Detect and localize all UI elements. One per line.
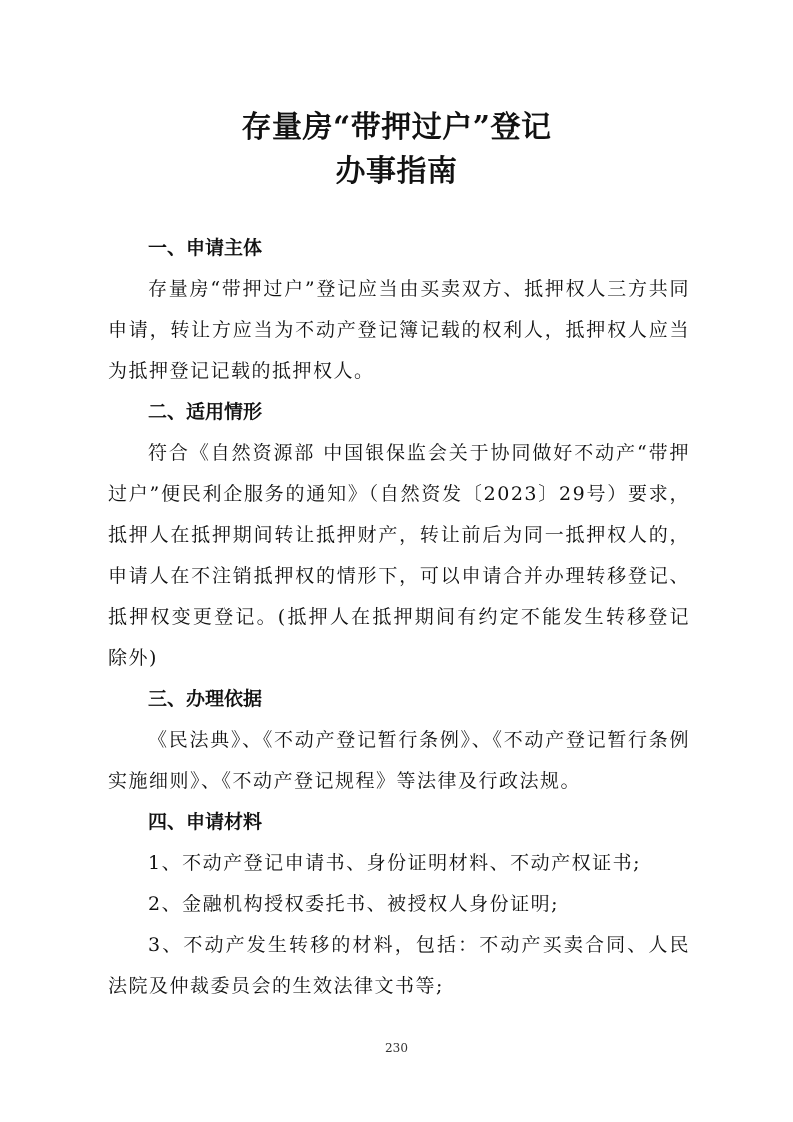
- material-item: 1、不动产登记申请书、身份证明材料、不动产权证书;: [148, 852, 641, 874]
- document-body: [108, 228, 690, 1007]
- section-paragraph: 《民法典》、《不动产登记暂行条例》、《不动产登记暂行条例实施细则》、《不动产登记规程》等法律及行政法规。: [108, 729, 690, 792]
- section-heading: 四、申请材料: [148, 811, 263, 833]
- section-heading: 二、适用情形: [148, 401, 263, 423]
- page-title: 存量房“带押过户”登记: [241, 110, 552, 145]
- section-paragraph: 存量房“带押过户”登记应当由买卖双方、抵押权人三方共同申请，转让方应当为不动产登记簿记载的权利人，抵押权人应当为抵押登记记载的抵押权人。: [108, 278, 690, 382]
- section-applicant: [108, 228, 690, 392]
- material-item: 3、不动产发生转移的材料，包括：不动产买卖合同、人民法院及仲裁委员会的生效法律文书等;: [108, 934, 690, 997]
- section-materials: [108, 802, 690, 1007]
- section-applicable-cases: [108, 392, 690, 679]
- material-item: 2、金融机构授权委托书、被授权人身份证明;: [148, 893, 559, 915]
- page-number: 230: [385, 1041, 408, 1055]
- section-legal-basis: [108, 679, 690, 802]
- section-heading: 一、申请主体: [148, 237, 263, 259]
- section-heading: 三、办理依据: [148, 688, 263, 710]
- section-paragraph: 符合《自然资源部 中国银保监会关于协同做好不动产“带押过户”便民利企服务的通知》（自然资发〔2023〕29号）要求，抵押人在抵押期间转让抵押财产，转让前后为同一抵押权人的，申请人在不注销抵押权的情形下，可以申请合并办理转移登记、抵押权变更登记。(抵押人在抵押期间有约定不能发生转移登记除外): [108, 442, 690, 669]
- page-subtitle: 办事指南: [335, 154, 458, 189]
